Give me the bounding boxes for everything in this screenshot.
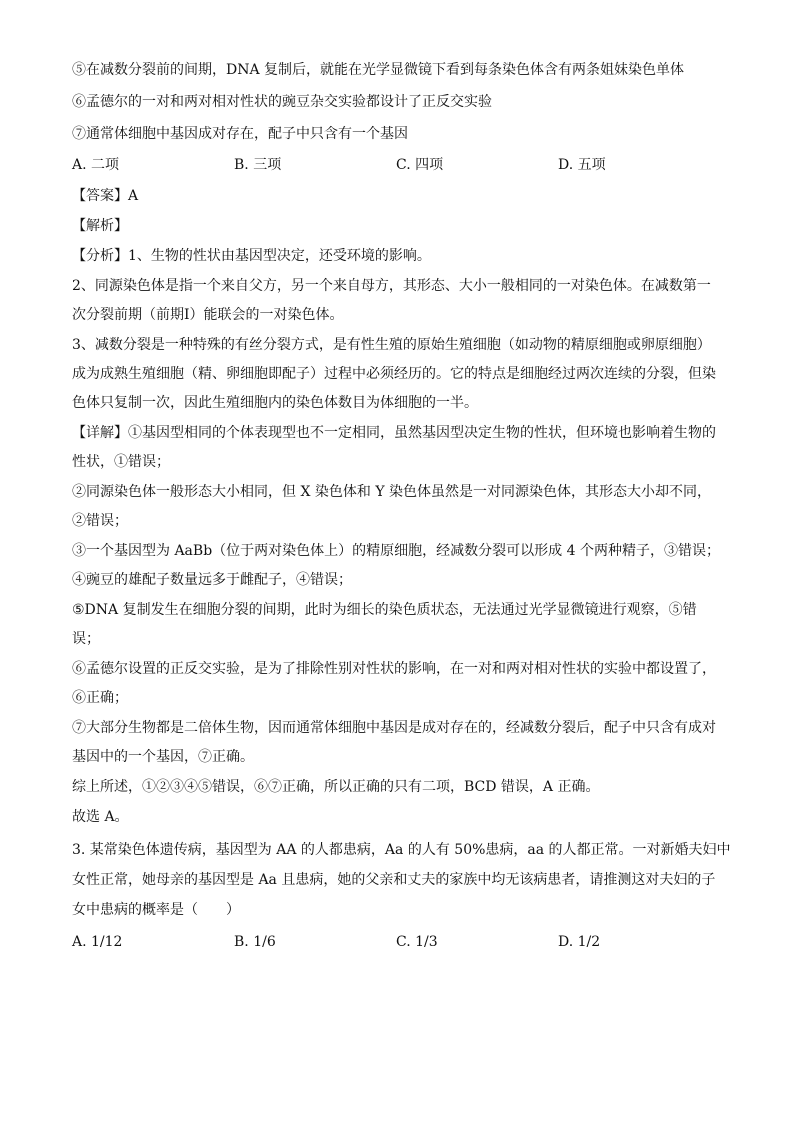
q3-option-a: A. 1/12	[72, 934, 123, 950]
detail-line: ⑤DNA 复制发生在细胞分裂的间期，此时为细长的染色质状态，无法通过光学显微镜进行观察，⑤错	[72, 602, 697, 618]
q2-options	[72, 155, 722, 175]
q3-option-b: B. 1/6	[234, 934, 276, 950]
detail-line: ②同源染色体一般形态大小相同，但 X 染色体和 Y 染色体虽然是一对同源染色体，其形态大小却不同，	[72, 484, 712, 500]
analysis-line: 色体只复制一次，因此生殖细胞内的染色体数目为体细胞的一半。	[72, 395, 478, 411]
detail-line: ⑦大部分生物都是二倍体生物，因而通常体细胞中基因是成对存在的，经减数分裂后，配子中只含有成对	[72, 720, 716, 736]
analysis-line: 次分裂前期（前期Ⅰ）能联会的一对染色体。	[72, 307, 344, 323]
analysis-line: 成为成熟生殖细胞（精、卵细胞即配子）过程中必须经历的。它的特点是细胞经过两次连续的分裂，但染	[72, 366, 716, 382]
statement-5: ⑤在减数分裂前的间期，DNA 复制后，就能在光学显微镜下看到每条染色体含有两条姐妹染色单体	[72, 62, 685, 78]
detail-line: 基因中的一个基因，⑦正确。	[72, 749, 254, 765]
question-3-line: 3. 某常染色体遗传病，基因型为 AA 的人都患病，Aa 的人有 50%患病，aa 的人都正常。一对新婚夫妇中	[72, 842, 731, 858]
choice-line: 故选 A。	[72, 809, 129, 825]
detail-line: 性状，①错误；	[72, 454, 170, 470]
q2-option-a: A. 二项	[72, 157, 120, 173]
q3-option-d: D. 1/2	[558, 934, 601, 950]
q3-options	[72, 932, 722, 952]
analysis-line: 【分析】1、生物的性状由基因型决定，还受环境的影响。	[72, 248, 431, 264]
question-3-line: 女性正常，她母亲的基因型是 Aa 且患病，她的父亲和丈夫的家族中均无该病患者，请推测这对夫妇的子	[72, 872, 716, 888]
detail-line: 【详解】①基因型相同的个体表现型也不一定相同，虽然基因型决定生物的性状，但环境也影响着生物的	[72, 425, 716, 441]
detail-line: ⑥孟德尔设置的正反交实验，是为了排除性别对性状的影响，在一对和两对相对性状的实验中都设置了，	[72, 661, 716, 677]
q3-option-c: C. 1/3	[396, 934, 438, 950]
q2-option-d: D. 五项	[558, 157, 606, 173]
analysis-line: 2、同源染色体是指一个来自父方，另一个来自母方，其形态、大小一般相同的一对染色体。在减数第一	[72, 278, 711, 294]
detail-line: ③一个基因型为 AaBb（位于两对染色体上）的精原细胞，经减数分裂可以形成 4 个两种精子，③错误；	[72, 543, 720, 559]
question-3-line: 女中患病的概率是（ ）	[72, 902, 240, 918]
statement-6: ⑥孟德尔的一对和两对相对性状的豌豆杂交实验都设计了正反交实验	[72, 94, 492, 110]
detail-line: 误；	[72, 631, 100, 647]
detail-line: ②错误；	[72, 513, 128, 529]
statement-7: ⑦通常体细胞中基因成对存在，配子中只含有一个基因	[72, 126, 408, 142]
answer-line: 【答案】A	[72, 188, 139, 204]
analysis-title: 【解析】	[72, 218, 128, 234]
document-page	[72, 60, 731, 952]
detail-line: ④豌豆的雄配子数量远多于雌配子，④错误；	[72, 572, 352, 588]
q2-option-c: C. 四项	[396, 157, 444, 173]
detail-line: ⑥正确；	[72, 690, 128, 706]
summary-line: 综上所述，①②③④⑤错误，⑥⑦正确，所以正确的只有二项，BCD 错误，A 正确。	[72, 779, 600, 795]
q2-option-b: B. 三项	[234, 157, 282, 173]
analysis-line: 3、减数分裂是一种特殊的有丝分裂方式，是有性生殖的原始生殖细胞（如动物的精原细胞或卵原细胞）	[72, 337, 711, 353]
